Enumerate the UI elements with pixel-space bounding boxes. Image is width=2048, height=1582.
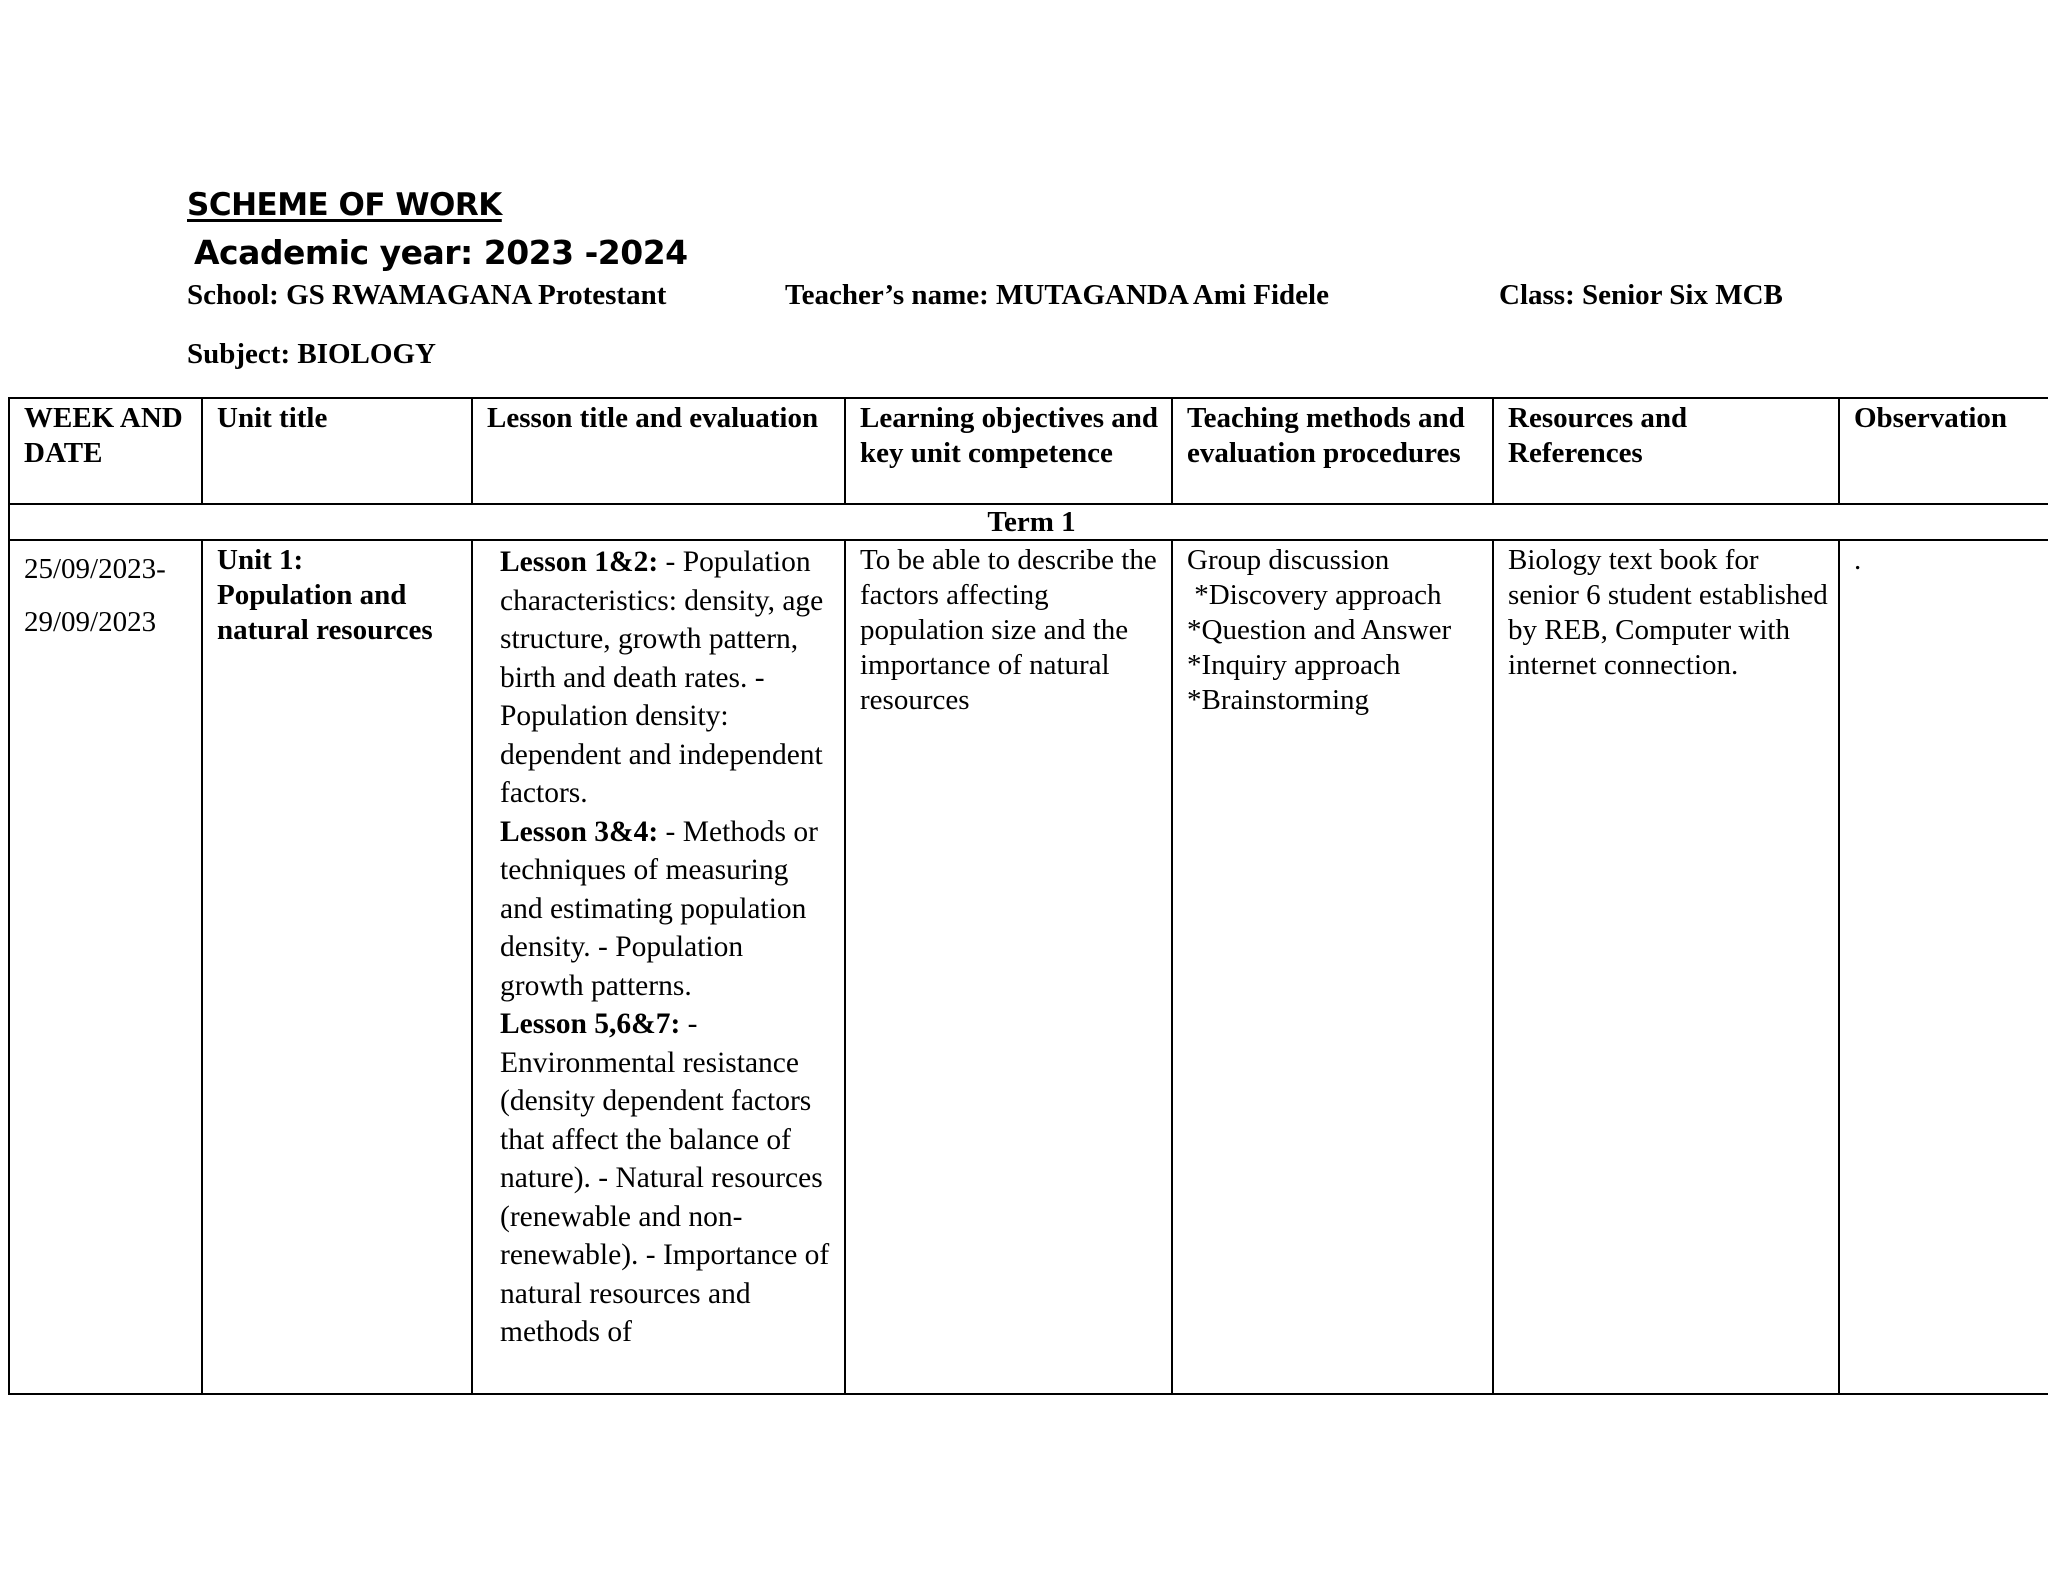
column-header-observation: Observation xyxy=(1839,398,2048,504)
method-item: *Brainstorming xyxy=(1187,684,1370,716)
school-label: School: xyxy=(187,279,279,311)
teacher-info xyxy=(785,279,1329,312)
column-header-resources: Resources and References xyxy=(1493,398,1839,504)
scheme-table xyxy=(8,397,2048,1395)
lesson-text: - Population characteristics: density, age structure, growth pattern, birth and death rates. - Population density: dependent and independent factors. xyxy=(500,546,824,809)
lesson-label: Lesson 5,6&7: xyxy=(500,1008,681,1040)
lesson-cell xyxy=(472,540,845,1394)
term-row xyxy=(9,504,2048,540)
academic-year: Academic year: 2023 -2024 xyxy=(194,233,688,272)
methods-cell xyxy=(1172,540,1493,1394)
lesson-text: - Environmental resistance (density dependent factors that affect the balance of nature). - Natural resources (renewable and non-renewable). - Importance of natural resources and methods of xyxy=(500,1008,830,1348)
objectives-cell: To be able to describe the factors affecting population size and the importance of natural resources xyxy=(845,540,1172,1394)
date-start: 25/09/2023- xyxy=(24,553,166,585)
week-date-cell xyxy=(9,540,202,1394)
subject-info xyxy=(187,338,436,371)
table-row xyxy=(9,540,2048,1394)
column-header-week-date: WEEK AND DATE xyxy=(9,398,202,504)
resources-cell: Biology text book for senior 6 student established by REB, Computer with internet connection. xyxy=(1493,540,1839,1394)
subject-value: BIOLOGY xyxy=(297,338,436,370)
lesson-item xyxy=(500,543,834,813)
class-label: Class: xyxy=(1499,279,1575,311)
lesson-label: Lesson 3&4: xyxy=(500,815,659,848)
lesson-label: Lesson 1&2: xyxy=(500,546,659,578)
lesson-text: - Methods or techniques of measuring and estimating population density. - Population growth patterns. xyxy=(500,815,818,1002)
teacher-value: MUTAGANDA Ami Fidele xyxy=(996,279,1329,311)
document-title: SCHEME OF WORK xyxy=(187,187,502,223)
column-header-learning-objectives: Learning objectives and key unit competence xyxy=(845,398,1172,504)
column-header-unit-title: Unit title xyxy=(202,398,472,504)
lesson-item xyxy=(500,813,834,1006)
column-header-teaching-methods: Teaching methods and evaluation procedures xyxy=(1172,398,1493,504)
unit-title-cell xyxy=(202,540,472,1394)
method-item: *Discovery approach xyxy=(1187,579,1442,611)
school-info xyxy=(187,279,666,312)
method-item: *Inquiry approach xyxy=(1187,649,1401,681)
term-label: Term 1 xyxy=(9,504,2048,540)
header-row xyxy=(9,398,2048,504)
method-item: Group discussion xyxy=(1187,544,1390,576)
date-end: 29/09/2023 xyxy=(24,606,157,638)
method-item: *Question and Answer xyxy=(1187,614,1452,646)
lesson-item xyxy=(500,1005,834,1352)
class-info xyxy=(1499,279,1783,312)
school-value: GS RWAMAGANA Protestant xyxy=(286,279,667,311)
subject-label: Subject: xyxy=(187,338,291,370)
class-value: Senior Six MCB xyxy=(1581,279,1783,311)
unit-label: Unit 1: xyxy=(217,544,304,576)
unit-title: Population and natural resources xyxy=(217,579,433,646)
observation-cell: . xyxy=(1839,540,2048,1394)
column-header-lesson-title: Lesson title and evaluation xyxy=(472,398,845,504)
teacher-label: Teacher’s name: xyxy=(785,279,989,311)
